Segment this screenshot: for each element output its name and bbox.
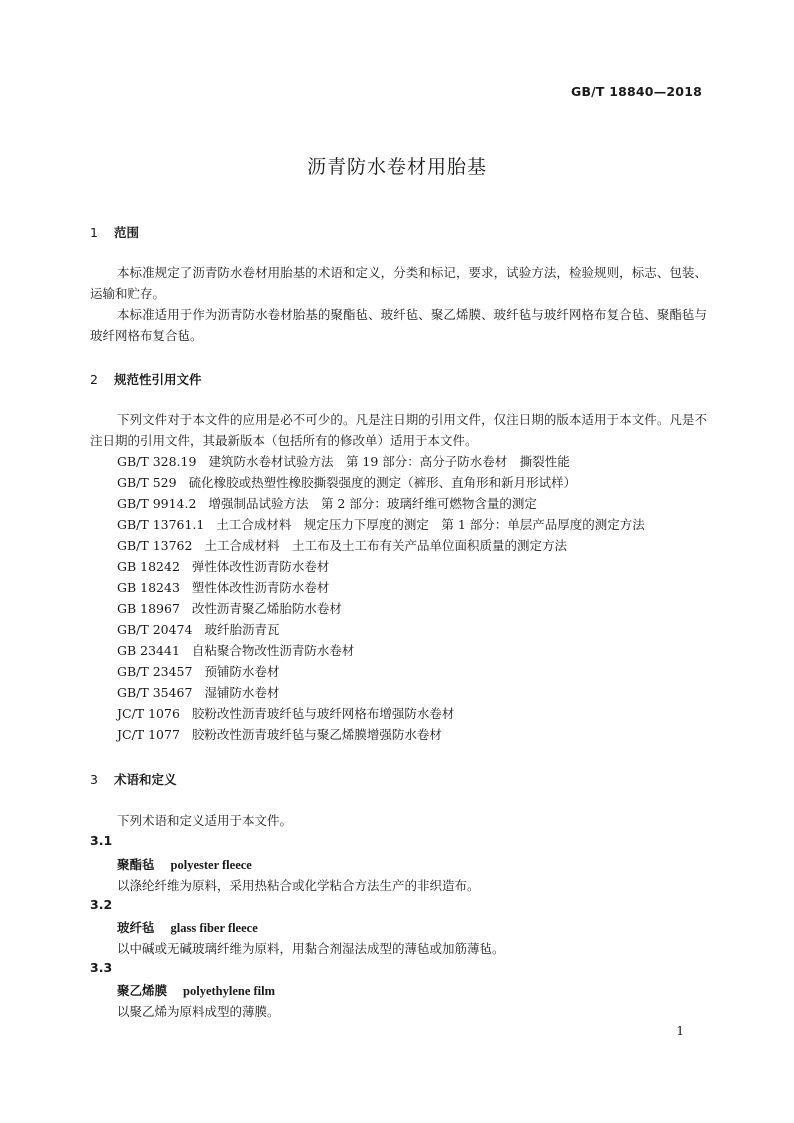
list-item — [117, 598, 645, 619]
list-item — [117, 640, 645, 661]
list-item — [117, 682, 645, 703]
section-3-heading — [90, 770, 177, 788]
list-item — [117, 619, 645, 640]
ref-code: GB/T 13762 — [117, 538, 193, 553]
ref-code: GB/T 35467 — [117, 685, 193, 700]
ref-title: 胶粉改性沥青玻纤毡与聚乙烯膜增强防水卷材 — [191, 727, 442, 742]
standard-code: GB/T 18840—2018 — [570, 84, 702, 99]
section-1-heading — [90, 223, 139, 241]
ref-title: 建筑防水卷材试验方法 第 19 部分：高分子防水卷材 撕裂性能 — [208, 454, 570, 469]
ref-code: GB/T 9914.2 — [117, 496, 197, 511]
term-name-cn: 聚乙烯膜 — [117, 983, 168, 998]
term-definition: 以涤纶纤维为原料，采用热粘合或化学粘合方法生产的非织造布。 — [117, 878, 480, 893]
term-name — [117, 981, 275, 999]
ref-code: GB/T 23457 — [117, 664, 193, 679]
ref-code: GB 18967 — [117, 601, 180, 616]
section-title: 术语和定义 — [114, 772, 177, 787]
term-number: 3.1 — [90, 833, 113, 848]
ref-code: GB/T 328.19 — [117, 454, 197, 469]
section-title: 范围 — [114, 225, 140, 240]
terms-intro: 下列术语和定义适用于本文件。 — [117, 813, 293, 828]
section-2-heading — [90, 370, 202, 388]
term-definition: 以聚乙烯为原料成型的薄膜。 — [117, 1004, 280, 1019]
ref-code: GB/T 529 — [117, 475, 177, 490]
ref-title: 预铺防水卷材 — [204, 664, 280, 679]
term-name-cn: 玻纤毡 — [117, 920, 155, 935]
document-title: 沥青防水卷材用胎基 — [306, 156, 487, 178]
term-name-en: glass fiber fleece — [170, 921, 258, 935]
scope-paragraph-1: 本标准规定了沥青防水卷材用胎基的术语和定义，分类和标记，要求，试验方法，检验规则，标志、包装、运输和贮存。 — [90, 265, 707, 301]
section-number: 2 — [90, 372, 98, 387]
list-item — [117, 556, 645, 577]
list-item — [117, 703, 645, 724]
ref-code: GB/T 13761.1 — [117, 517, 205, 532]
list-item — [117, 724, 645, 745]
ref-code: GB 18242 — [117, 559, 180, 574]
ref-title: 自粘聚合物改性沥青防水卷材 — [191, 643, 355, 658]
list-item — [117, 472, 645, 493]
ref-code: JC/T 1076 — [117, 706, 180, 721]
ref-code: GB/T 20474 — [117, 622, 193, 637]
list-item — [117, 451, 645, 472]
page-number: 1 — [676, 1024, 684, 1038]
ref-title: 玻纤胎沥青瓦 — [204, 622, 280, 637]
ref-title: 土工合成材料 土工布及土工布有关产品单位面积质量的测定方法 — [204, 538, 567, 553]
list-item — [117, 514, 645, 535]
ref-title: 土工合成材料 规定压力下厚度的测定 第 1 部分：单层产品厚度的测定方法 — [216, 517, 645, 532]
ref-title: 湿铺防水卷材 — [204, 685, 280, 700]
ref-code: JC/T 1077 — [117, 727, 180, 742]
references-intro: 下列文件对于本文件的应用是必不可少的。凡是注日期的引用文件，仅注日期的版本适用于本文件。凡是不注日期的引用文件，其最新版本（包括所有的修改单）适用于本文件。 — [90, 412, 707, 448]
reference-list — [117, 451, 645, 745]
term-name-en: polyester fleece — [170, 858, 252, 872]
ref-title: 弹性体改性沥青防水卷材 — [191, 559, 330, 574]
scope-paragraph-2: 本标准适用于作为沥青防水卷材胎基的聚酯毡、玻纤毡、聚乙烯膜、玻纤毡与玻纤网格布复合毡、聚酯毡与玻纤网格布复合毡。 — [90, 307, 707, 343]
list-item — [117, 535, 645, 556]
list-item — [117, 661, 645, 682]
ref-title: 胶粉改性沥青玻纤毡与玻纤网格布增强防水卷材 — [191, 706, 455, 721]
ref-code: GB 18243 — [117, 580, 180, 595]
term-name — [117, 855, 252, 873]
section-number: 3 — [90, 772, 98, 787]
term-name — [117, 918, 258, 936]
term-name-en: polyethylene film — [183, 984, 276, 998]
term-name-cn: 聚酯毡 — [117, 857, 155, 872]
term-definition: 以中碱或无碱玻璃纤维为原料，用黏合剂湿法成型的薄毡或加筋薄毡。 — [117, 941, 505, 956]
ref-title: 硫化橡胶或热塑性橡胶撕裂强度的测定（裤形、直角形和新月形试样） — [188, 475, 577, 490]
ref-title: 改性沥青聚乙烯胎防水卷材 — [191, 601, 342, 616]
ref-code: GB 23441 — [117, 643, 180, 658]
list-item — [117, 493, 645, 514]
section-number: 1 — [90, 225, 98, 240]
term-number: 3.3 — [90, 960, 113, 975]
ref-title: 增强制品试验方法 第 2 部分：玻璃纤维可燃物含量的测定 — [208, 496, 537, 511]
term-number: 3.2 — [90, 897, 113, 912]
section-title: 规范性引用文件 — [114, 372, 202, 387]
ref-title: 塑性体改性沥青防水卷材 — [191, 580, 330, 595]
list-item — [117, 577, 645, 598]
